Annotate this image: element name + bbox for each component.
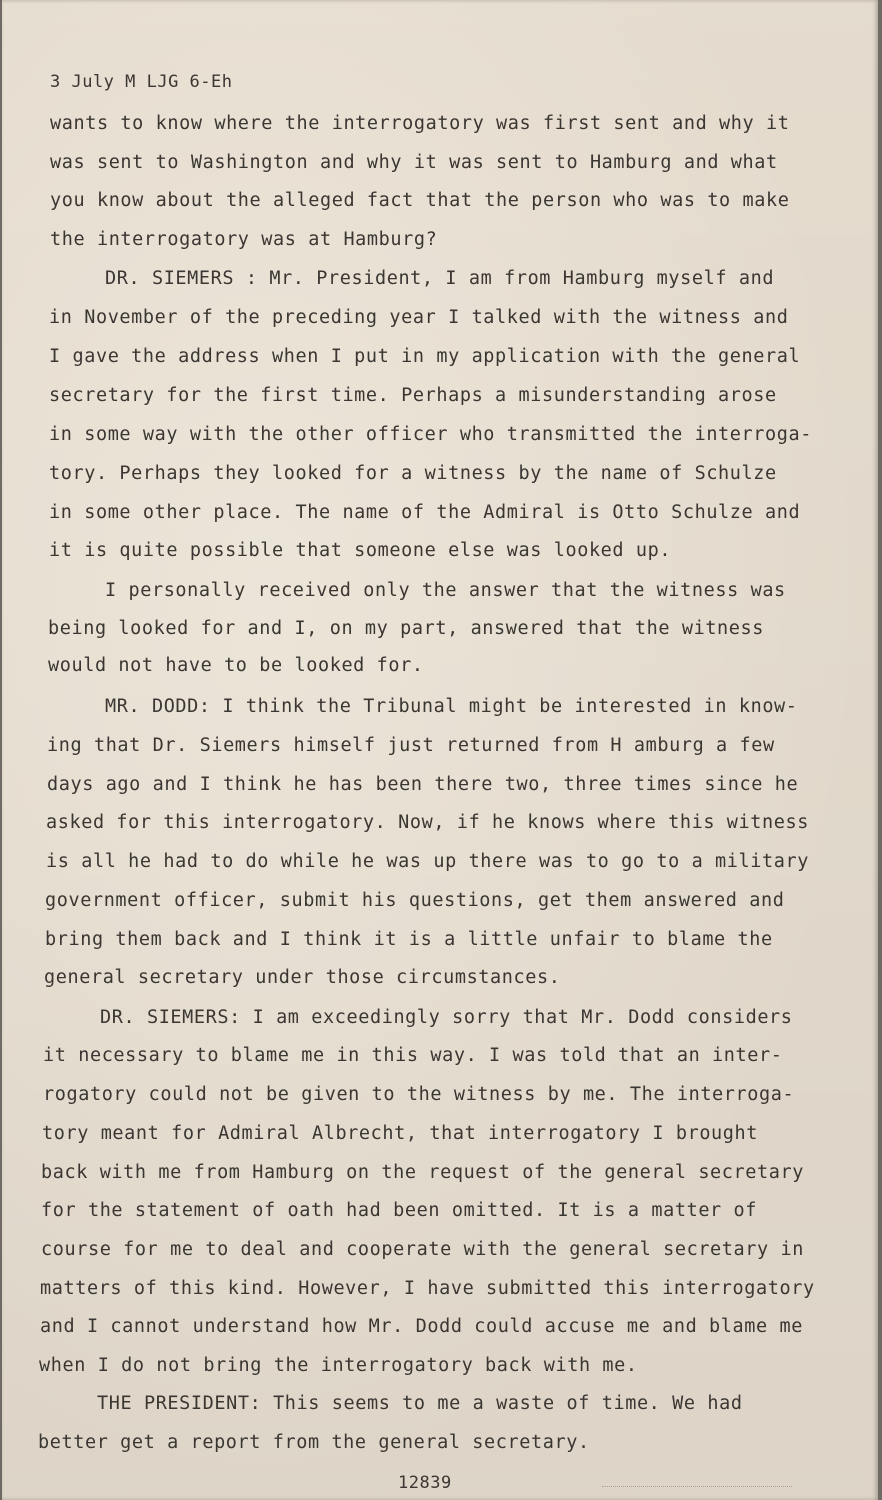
text-line: is all he had to do while he was up there was to go to a military <box>46 851 809 872</box>
text-line: government officer, submit his questions, get them answered and <box>45 890 785 911</box>
text-line: I gave the address when I put in my application with the general <box>49 346 801 367</box>
text-line: DR. SIEMERS : Mr. President, I am from Hamburg myself and <box>105 268 775 289</box>
page-number: 12839 <box>398 1473 452 1493</box>
text-line: asked for this interrogatory. Now, if he knows where this witness <box>46 812 809 833</box>
text-line: days ago and I think he has been there two, three times since he <box>47 774 799 795</box>
text-line: secretary for the first time. Perhaps a misunderstanding arose <box>49 385 777 406</box>
text-line: and I cannot understand how Mr. Dodd could accuse me and blame me <box>40 1316 803 1337</box>
document-page <box>2 0 878 1500</box>
text-line: better get a report from the general secretary. <box>38 1432 590 1453</box>
text-line: MR. DODD: I think the Tribunal might be interested in know- <box>105 696 798 717</box>
text-line: THE PRESIDENT: This seems to me a waste of time. We had <box>97 1393 743 1414</box>
page-header: 3 July M LJG 6-Eh <box>50 72 233 92</box>
text-line: ing that Dr. Siemers himself just returned from H amburg a few <box>47 735 775 756</box>
text-line: tory. Perhaps they looked for a witness by the name of Schulze <box>49 463 777 484</box>
text-line: matters of this kind. However, I have submitted this interrogatory <box>40 1278 815 1299</box>
text-line: in some way with the other officer who transmitted the interroga- <box>49 424 812 445</box>
text-line: wants to know where the interrogatory was first sent and why it <box>50 113 790 134</box>
text-line: I personally received only the answer that the witness was <box>105 580 786 601</box>
text-line: when I do not bring the interrogatory back with me. <box>39 1355 638 1376</box>
text-line: tory meant for Admiral Albrecht, that interrogatory I brought <box>42 1123 759 1144</box>
bottom-edge-marks <box>602 1470 792 1487</box>
text-line: it necessary to blame me in this way. I was told that an inter- <box>43 1045 783 1066</box>
text-line: DR. SIEMERS: I am exceedingly sorry that Mr. Dodd considers <box>100 1007 793 1028</box>
text-line: for the statement of oath had been omitted. It is a matter of <box>41 1200 758 1221</box>
text-line: you know about the alleged fact that the person who was to make <box>50 190 790 211</box>
text-line: rogatory could not be given to the witness by me. The interroga- <box>43 1084 795 1105</box>
text-line: it is quite possible that someone else was looked up. <box>49 540 672 561</box>
text-line: in some other place. The name of the Admiral is Otto Schulze and <box>49 502 801 523</box>
text-line: back with me from Hamburg on the request of the general secretary <box>41 1162 804 1183</box>
text-line: would not have to be looked for. <box>48 655 424 676</box>
text-line: being looked for and I, on my part, answered that the witness <box>48 618 765 639</box>
text-line: in November of the preceding year I talked with the witness and <box>49 307 789 328</box>
text-line: general secretary under those circumstances. <box>44 967 561 988</box>
text-line: the interrogatory was at Hamburg? <box>50 229 438 250</box>
text-line: course for me to deal and cooperate with the general secretary in <box>41 1239 804 1260</box>
text-line: was sent to Washington and why it was sent to Hamburg and what <box>50 152 778 173</box>
text-line: bring them back and I think it is a little unfair to blame the <box>45 929 773 950</box>
